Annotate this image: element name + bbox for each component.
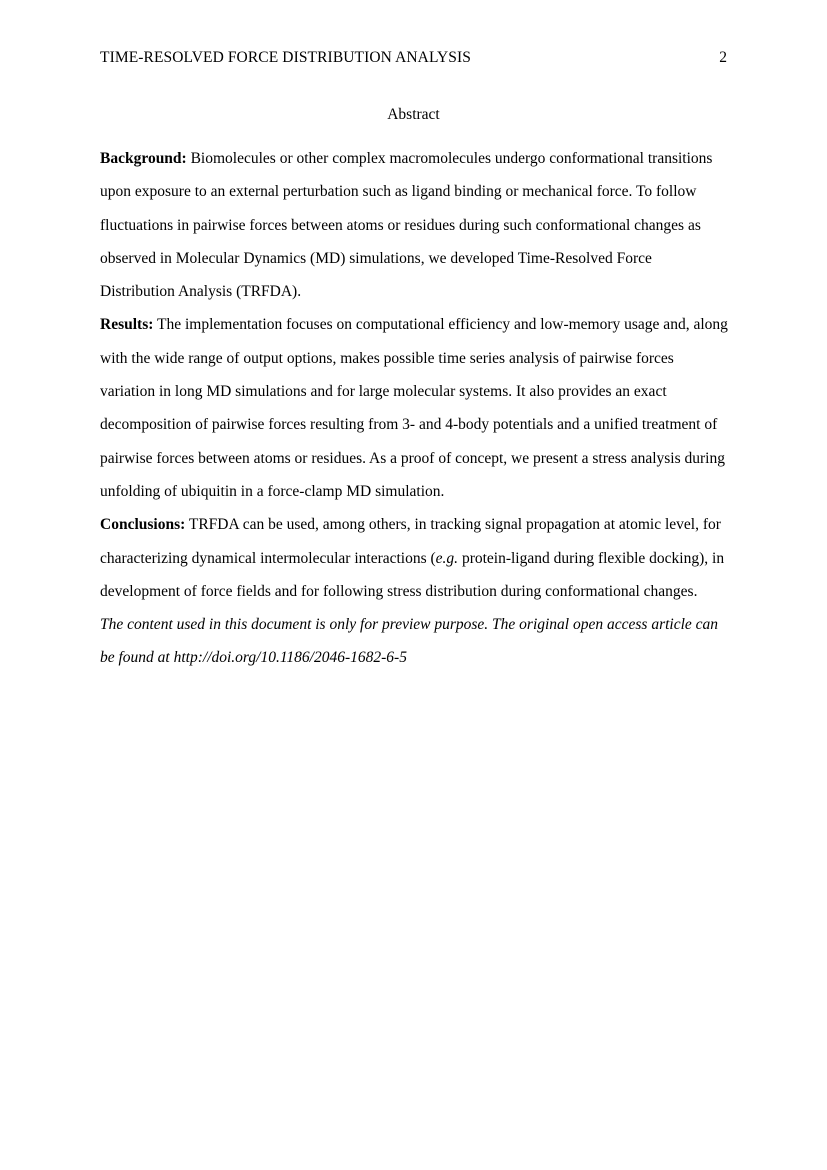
abstract-body	[100, 142, 730, 675]
page-number: 2	[719, 49, 727, 66]
conclusions-text-continued: protein-ligand during flexible docking), in development of force fields and for following stress distribution during conformational changes.	[100, 549, 725, 600]
conclusions-paragraph	[100, 508, 730, 608]
preview-note: The content used in this document is only for preview purpose. The original open access article can be found at http://doi.org/10.1186/2046-1682-6-5	[100, 616, 719, 667]
conclusions-text: TRFDA can be used, among others, in tracking signal propagation at atomic level, for characterizing dynamical intermolecular interactions (	[100, 516, 721, 567]
running-title: TIME-RESOLVED FORCE DISTRIBUTION ANALYSIS	[100, 49, 471, 66]
background-paragraph	[100, 142, 730, 308]
background-label: Background:	[100, 150, 187, 167]
results-text: The implementation focuses on computational efficiency and low-memory usage and, along with the wide range of output options, makes possible time series analysis of pairwise forces variation in long MD simulations and for large molecular systems. It also provides an exact decomposition of pairwise forces resulting from 3- and 4-body potentials and a unified treatment of pairwise forces between atoms or residues. As a proof of concept, we present a stress analysis during unfolding of ubiquitin in a force-clamp MD simulation.	[100, 316, 728, 500]
results-paragraph	[100, 308, 730, 508]
abstract-heading: Abstract	[387, 106, 440, 123]
background-text: Biomolecules or other complex macromolecules undergo conformational transitions upon exposure to an external perturbation such as ligand binding or mechanical force. To follow fluctuations in pairwise forces between atoms or residues during such conformational changes as observed in Molecular Dynamics (MD) simulations, we developed Time-Resolved Force Distribution Analysis (TRFDA).	[100, 150, 713, 301]
conclusions-italic-text: e.g.	[435, 549, 459, 567]
conclusions-label: Conclusions:	[100, 516, 186, 534]
results-label: Results:	[100, 316, 154, 334]
